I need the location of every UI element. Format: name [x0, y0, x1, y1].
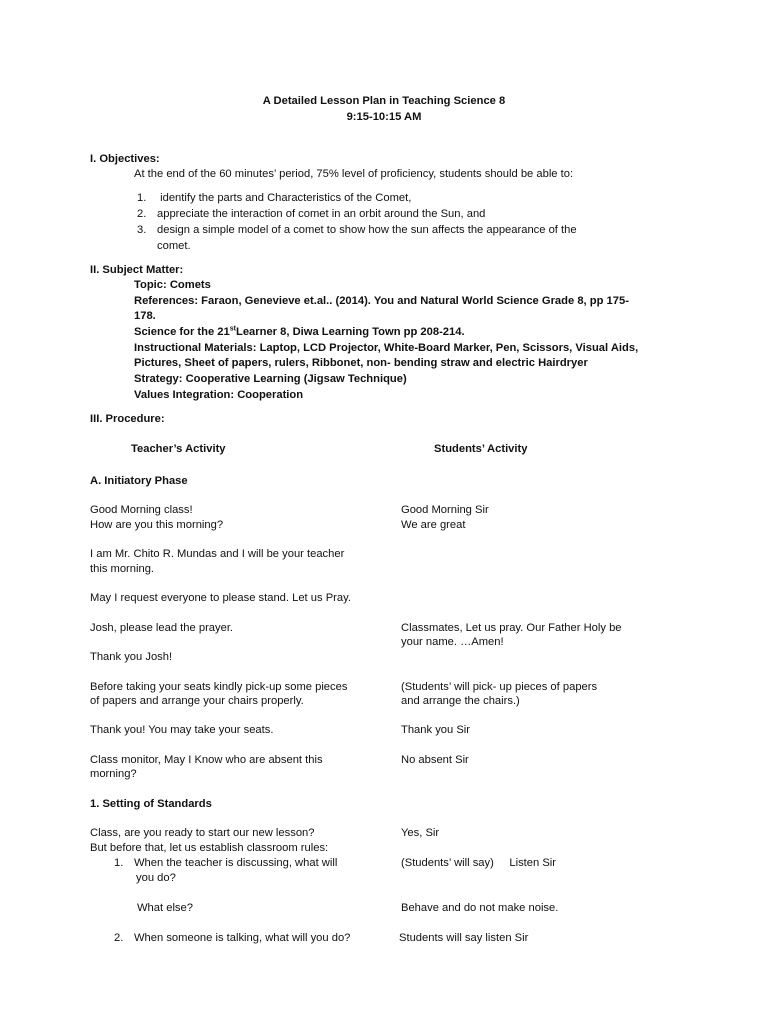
science-reference-line — [134, 325, 465, 341]
strategy-line: Strategy: Cooperative Learning (Jigsaw Technique) — [134, 373, 407, 385]
teacher-line: How are you this morning? — [90, 519, 224, 531]
students-activity-header: Students’ Activity — [434, 443, 528, 455]
rule-number: 2. — [114, 932, 124, 944]
document-time: 9:15-10:15 AM — [346, 111, 422, 123]
teacher-line: Thank you Josh! — [90, 651, 173, 663]
teacher-line: What else? — [137, 902, 193, 914]
student-line: Students will say listen Sir — [399, 932, 529, 944]
subject-matter-heading: II. Subject Matter: — [90, 264, 184, 276]
teacher-line: Class monitor, May I Know who are absent this — [90, 754, 323, 766]
teacher-activity-header: Teacher’s Activity — [131, 443, 226, 455]
objective-text: design a simple model of a comet to show how the sun affects the appearance of the — [157, 224, 577, 236]
rule-item-1-continued: you do? — [136, 872, 176, 884]
student-line: Thank you Sir — [401, 724, 471, 736]
teacher-line: Good Morning class! — [90, 504, 193, 516]
topic-line: Topic: Comets — [134, 279, 211, 291]
references-line-2: 178. — [134, 310, 156, 322]
rule-text: When the teacher is discussing, what will — [134, 857, 338, 869]
rule-item-2 — [114, 931, 350, 947]
teacher-line: of papers and arrange your chairs properly. — [90, 695, 304, 707]
student-line: Good Morning Sir — [401, 504, 489, 516]
references-line-1: References: Faraon, Genevieve et.al.. (2014). You and Natural World Science Grade 8, pp 175- — [134, 295, 629, 307]
teacher-line: Thank you! You may take your seats. — [90, 724, 274, 736]
science-reference-text: Science for the 21 — [134, 326, 230, 338]
rule-number: 1. — [114, 857, 124, 869]
objective-number: 1. — [137, 192, 147, 204]
student-line: Classmates, Let us pray. Our Father Holy be — [401, 622, 622, 634]
materials-line-1: Instructional Materials: Laptop, LCD Projector, White-Board Marker, Pen, Scissors, Visual Aids, — [134, 342, 639, 354]
objectives-heading: I. Objectives: — [90, 153, 160, 165]
objective-item-3 — [137, 223, 577, 239]
student-line: We are great — [401, 519, 466, 531]
objective-item-2 — [137, 207, 485, 223]
objective-item-1 — [137, 191, 411, 207]
rule-text: When someone is talking, what will you do? — [134, 932, 351, 944]
student-line: and arrange the chairs.) — [401, 695, 520, 707]
objective-number: 3. — [137, 224, 147, 236]
teacher-line: Before taking your seats kindly pick-up some pieces — [90, 681, 348, 693]
teacher-line: But before that, let us establish classroom rules: — [90, 842, 329, 854]
setting-of-standards-heading: 1. Setting of Standards — [90, 798, 212, 810]
initiatory-phase-heading: A. Initiatory Phase — [90, 475, 188, 487]
objectives-intro: At the end of the 60 minutes’ period, 75% level of proficiency, students should be able to: — [134, 168, 574, 180]
student-line: (Students’ will say) Listen Sir — [401, 857, 557, 869]
teacher-line: morning? — [90, 768, 137, 780]
values-line: Values Integration: Cooperation — [134, 389, 304, 401]
rule-item-1 — [114, 856, 337, 872]
science-reference-superscript: st — [229, 325, 236, 333]
procedure-heading: III. Procedure: — [90, 413, 165, 425]
student-line: (Students’ will pick- up pieces of papers — [401, 681, 598, 693]
objective-text: identify the parts and Characteristics of the Comet, — [157, 192, 412, 204]
teacher-line: Josh, please lead the prayer. — [90, 622, 234, 634]
objective-item-3-continued: comet. — [157, 240, 191, 252]
objective-text: appreciate the interaction of comet in an orbit around the Sun, and — [157, 208, 486, 220]
objective-number: 2. — [137, 208, 147, 220]
teacher-line: May I request everyone to please stand. Let us Pray. — [90, 592, 351, 604]
student-line: Behave and do not make noise. — [401, 902, 559, 914]
teacher-line: this morning. — [90, 563, 155, 575]
student-line: No absent Sir — [401, 754, 469, 766]
science-reference-text-end: Learner 8, Diwa Learning Town pp 208-214. — [236, 326, 465, 338]
student-line: your name. …Amen! — [401, 636, 504, 648]
materials-line-2: Pictures, Sheet of papers, rulers, Ribbonet, non- bending straw and electric Hairdryer — [134, 357, 588, 369]
teacher-line: I am Mr. Chito R. Mundas and I will be your teacher — [90, 548, 345, 560]
document-title: A Detailed Lesson Plan in Teaching Science 8 — [262, 95, 506, 107]
student-line: Yes, Sir — [401, 827, 440, 839]
teacher-line: Class, are you ready to start our new lesson? — [90, 827, 315, 839]
